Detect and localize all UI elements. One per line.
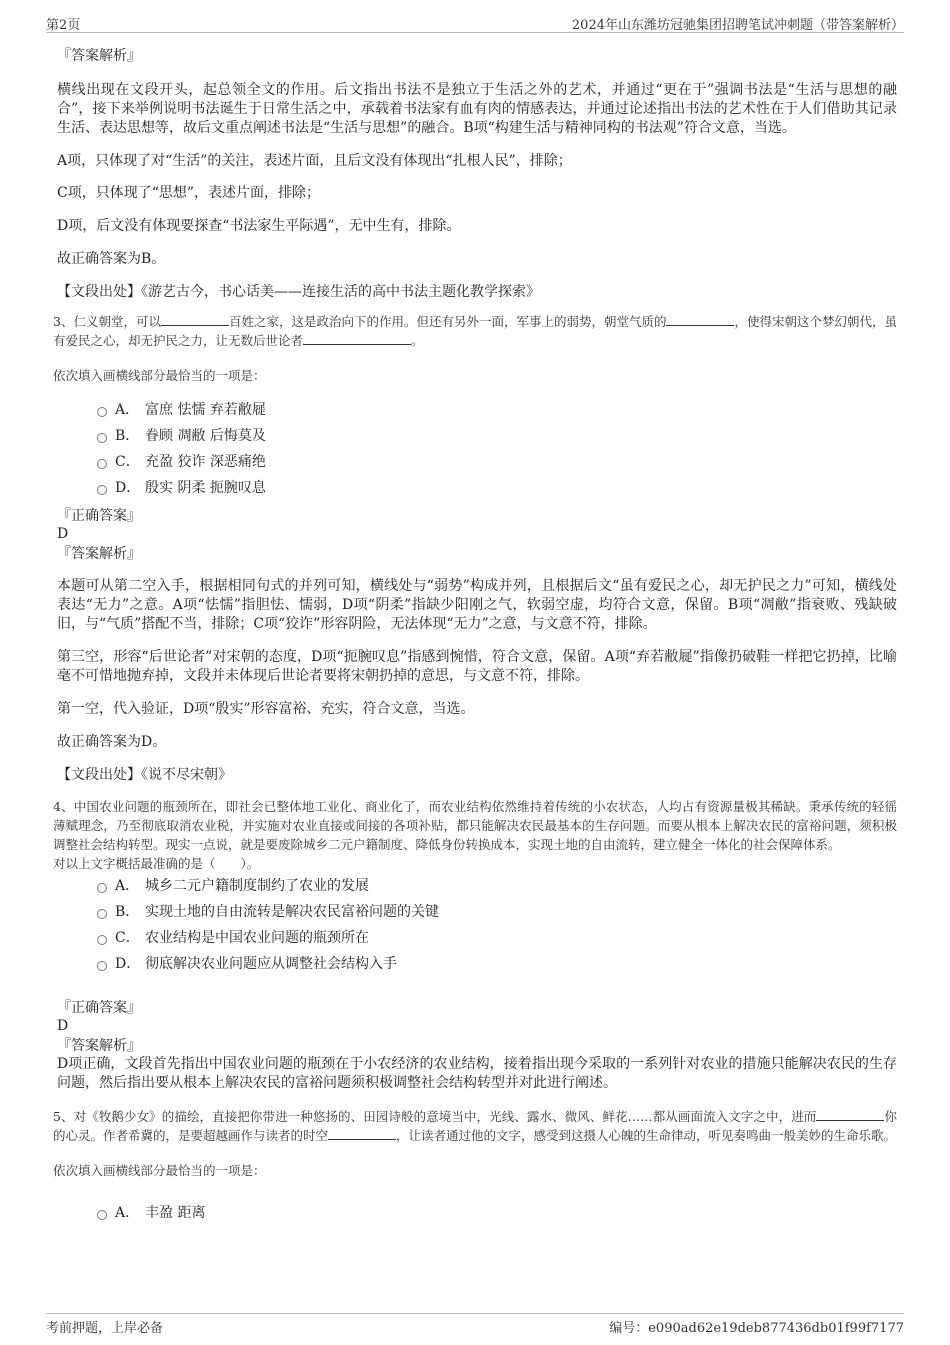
radio-icon[interactable] <box>97 407 107 417</box>
radio-icon[interactable] <box>97 909 107 919</box>
q3-stem: 3、仁义朝堂，可以 百姓之家，这是政治向下的作用。但还有另外一面，军事上的弱势，朝堂气质的 ，使得宋朝这个梦幻朝代，虽有爱民之心，却无护民之力，让无数后世论者 。 <box>53 314 897 348</box>
q3-analysis-p2: 第三空，形容“后世论者”对宋朝的态度，D项“扼腕叹息”指感到惋惜，符合文意，保留。A项“弃若敝屣”指像扔破鞋一样把它扔掉，比喻毫不可惜地抛弃掉，文段并未体现后世论者要将宋朝扔掉的意思，与文意不符，排除。 <box>57 649 897 684</box>
radio-icon[interactable] <box>97 433 107 443</box>
q4-option-d[interactable]: D． 彻底解决农业问题应从调整社会结构入手 <box>97 951 897 977</box>
q3-blank-3 <box>303 332 411 345</box>
q3-source: 【文段出处】《说不尽宋朝》 <box>57 767 232 783</box>
radio-icon[interactable] <box>97 961 107 971</box>
q3-blank-1 <box>161 313 229 326</box>
q4-option-b[interactable]: B． 实现土地的自由流转是解决农民富裕问题的关键 <box>97 899 897 925</box>
q4-analysis-label: 『答案解析』 <box>57 1038 141 1054</box>
document-code: 编号：e090ad62e19deb877436db01f99f7177 <box>609 1321 904 1336</box>
q3-blank-2 <box>666 313 734 326</box>
page-content <box>53 38 897 1226</box>
q3-options <box>97 397 897 501</box>
radio-icon[interactable] <box>97 1210 107 1220</box>
q2-analysis-p2: A项，只体现了对“生活”的关注，表述片面，且后文没有体现出“扎根人民”，排除； <box>57 153 572 169</box>
q3-analysis-p4: 故正确答案为D。 <box>57 734 167 750</box>
q3-instruction: 依次填入画横线部分最恰当的一项是： <box>53 368 266 383</box>
q2-analysis-p1: 横线出现在文段开头，起总领全文的作用。后文指出书法不是独立于生活之外的艺术，并通过“更在于”强调书法是“生活与思想的融合”，接下来举例说明书法诞生于日常生活之中，承载着书法家有血有肉的情感表达，并通过论述指出书法的艺术性在于人们借助其记录生活、表达思想等，故后文重点阐述书法是“生活与思想”的融合。B项“构建生活与精神同构的书法观”符合文意，当选。 <box>57 82 897 136</box>
page-number: 第2页 <box>46 18 81 33</box>
q5-stem: 5、对《牧鹅少女》的描绘，直接把你带进一种悠扬的、田园诗般的意境当中，光线、露水、微风、鲜花……都从画面流入文字之中，进而 你的心灵。作者希冀的，是要超越画作与读者的时空 ，让读者通过他的文字，感受到这摄人心魄的生命律动，听见奏鸣曲一般美妙的生命乐歌。 <box>53 1109 897 1143</box>
q5-option-a[interactable]: A． 丰盈 距离 <box>97 1200 897 1226</box>
q3-analysis-p1: 本题可从第二空入手，根据相同句式的并列可知，横线处与“弱势”构成并列，且根据后文“虽有爱民之心，却无护民之力”可知，横线处表达“无力”之意。A项“怯懦”指胆怯、懦弱，D项“阴柔”指缺少阳刚之气，软弱空虚，均符合文意，保留。B项“凋敝”指衰败、残缺破旧，与“气质”搭配不当，排除；C项“狡诈”形容阴险，无法体现“无力”之意，与文意不符，排除。 <box>57 578 897 632</box>
q4-analysis: D项正确，文段首先指出中国农业问题的瓶颈在于小农经济的农业结构，接着指出现今采取的一系列针对农业的措施只能解决农民的生存问题，然后指出要从根本上解决农民的富裕问题须积极调整社会结构转型并对此进行阐述。 <box>57 1056 897 1091</box>
q2-source: 【文段出处】《游艺古今，书心话美——连接生活的高中书法主题化教学探索》 <box>57 284 540 300</box>
q5-options <box>97 1200 897 1226</box>
q5-instruction: 依次填入画横线部分最恰当的一项是： <box>53 1163 266 1178</box>
radio-icon[interactable] <box>97 935 107 945</box>
page-header <box>46 12 904 33</box>
page-footer <box>46 1313 904 1334</box>
q4-options <box>97 873 897 977</box>
q3-analysis-p3: 第一空，代入验证，D项“殷实”形容富裕、充实，符合文意，当选。 <box>57 701 475 717</box>
radio-icon[interactable] <box>97 459 107 469</box>
footer-slogan: 考前押题，上岸必备 <box>46 1321 164 1336</box>
q2-analysis-p3: C项，只体现了“思想”，表述片面，排除； <box>57 185 321 201</box>
radio-icon[interactable] <box>97 485 107 495</box>
q4-option-a[interactable]: A． 城乡二元户籍制度制约了农业的发展 <box>97 873 897 899</box>
q2-analysis-p4: D项，后文没有体现要探查“书法家生平际遇”，无中生有，排除。 <box>57 218 461 234</box>
q2-analysis-label: 『答案解析』 <box>57 48 141 64</box>
q3-analysis-label: 『答案解析』 <box>57 546 141 562</box>
document-title: 2024年山东潍坊冠驰集团招聘笔试冲刺题（带答案解析） <box>571 18 904 33</box>
q2-analysis-p5: 故正确答案为B。 <box>57 251 166 267</box>
q3-option-b[interactable]: B． 眷顾 凋敝 后悔莫及 <box>97 423 897 449</box>
radio-icon[interactable] <box>97 883 107 893</box>
q3-option-d[interactable]: D． 殷实 阴柔 扼腕叹息 <box>97 475 897 501</box>
q4-question: 对以上文字概括最准确的是（ ）。 <box>53 856 260 871</box>
q4-stem: 4、中国农业问题的瓶颈所在，即社会已整体地工业化、商业化了，而农业结构依然维持着传统的小农状态，人均占有资源量极其稀缺。秉承传统的轻徭薄赋理念，乃至彻底取消农业税，并实施对农业直接或间接的各项补贴，都只能解决农民最基本的生存问题。而要从根本上解决农民的富裕问题，须积极调整社会结构转型。现实一点说，就是要废除城乡二元户籍制度、降低身份转换成本，实现土地的自由流转，建立健全一体化的社会保障体系。 <box>53 799 897 852</box>
q3-correct-answer: D <box>57 526 69 542</box>
q3-correct-label: 『正确答案』 <box>57 508 141 524</box>
q4-correct-answer: D <box>57 1018 69 1034</box>
q5-blank-2 <box>328 1127 396 1140</box>
q4-correct-label: 『正确答案』 <box>57 1000 141 1016</box>
q3-option-c[interactable]: C． 充盈 狡诈 深恶痛绝 <box>97 449 897 475</box>
q5-blank-1 <box>816 1108 884 1121</box>
q4-option-c[interactable]: C． 农业结构是中国农业问题的瓶颈所在 <box>97 925 897 951</box>
q3-option-a[interactable]: A． 富庶 怯懦 弃若敝屣 <box>97 397 897 423</box>
